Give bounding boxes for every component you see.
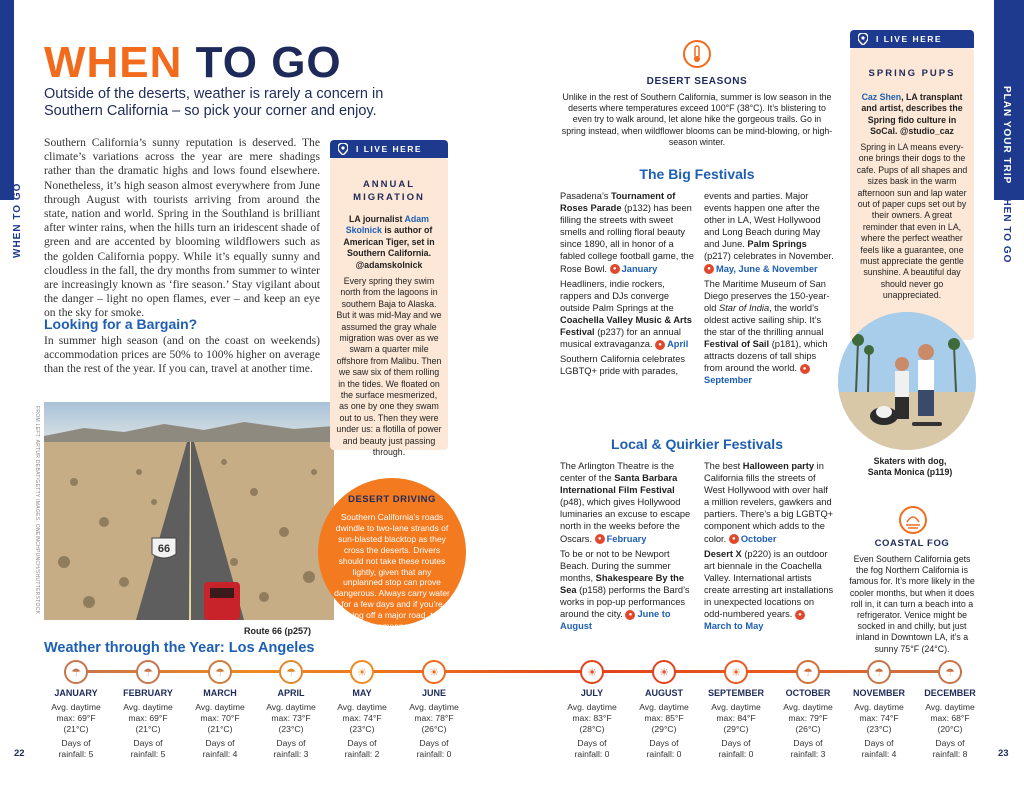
rain-days: rainfall: 4 [202, 749, 238, 760]
festival-pride-cont: events and parties. Major events happen one after the other in LA, West Hollywood and Long Beach during May and June. Palm Springs (p217) celebrates in November. ● May, June & November [704, 191, 834, 274]
rain-days: rainfall: 5 [130, 749, 166, 760]
weather-rain [772, 738, 844, 760]
calendar-icon: ● [595, 534, 605, 544]
calendar-icon: ● [625, 610, 635, 620]
desert-seasons-text: Unlike in the rest of Southern California, summer is low season in the deserts where temperatures exceed 100°F (38°C). It’s blistering to even try to walk around, let alone hike the gorgeous trails. Go in spring instead, when wildflower blooms can be mind-blowing, or high-season winter. [561, 92, 833, 147]
big-festivals-col1 [560, 190, 696, 380]
weather-rain [843, 738, 915, 760]
big-festivals-col2 [704, 190, 834, 390]
weather-month-7 [628, 660, 700, 760]
rain-label: Days of [935, 738, 965, 749]
title-word-to-go: TO GO [195, 38, 342, 87]
weather-temp [556, 702, 628, 734]
weather-temp [255, 702, 327, 734]
avg-label: Avg. daytime [409, 702, 459, 712]
live-tab-label: I LIVE HERE [356, 144, 423, 154]
local-festivals-col2 [704, 460, 834, 635]
weather-month-name: JANUARY [54, 688, 98, 698]
max-temp-f: max: 73°F [271, 712, 311, 723]
skaters-photo [838, 312, 976, 450]
weather-month-name: DECEMBER [924, 688, 976, 698]
title-word-when: WHEN [44, 38, 183, 87]
live-tab-label-2: I LIVE HERE [876, 34, 943, 44]
rain-days: rainfall: 2 [344, 749, 380, 760]
spring-pups-body: Spring in LA means every-one brings their dogs to the cafe. Pups of all shapes and sizes bask in the warm afternoon sun and lap water out of paper cups set out by their owners. A great reminder that even in LA, where the perfect weather feels like a guarantee, one must appreciate the gentle sunshine. A beautiful day should never go unappreciated. [856, 142, 968, 301]
side-label-when-left: WHEN TO GO [12, 182, 23, 258]
weather-month-9 [772, 660, 844, 760]
weather-temp [112, 702, 184, 734]
pups-intro-name: Caz Shen [861, 92, 902, 102]
rain-label: Days of [649, 738, 679, 749]
intro-post: is author of American Tiger, set in Southern California. @adamskolnick [343, 225, 435, 270]
side-label-plan-right: PLAN YOUR TRIP [1001, 86, 1012, 185]
intro-body: Southern California’s sunny reputation is deserved. The climate’s variations across the year are mere shadings rather than the dramatic highs and lows found elsewhere. Nonetheless, it’s high season almost everywhere from June through August with tourists arriving from around the state, nation and world. Spring in the Southland is brilliant after winter rains, when the hills turn an iridescent shade of green and are accented by blooming wildflowers such as the golden California poppy. While it’s equally sunny and cloudless in the fall, the dry months from summer to winter are increasingly known as ‘fire season.’ Stay vigilant about the danger – light no open flames, ever – and keep an eye on the sky for smoke. [44, 136, 320, 320]
avg-label: Avg. daytime [567, 702, 617, 712]
max-temp-c: (28°C) [579, 723, 605, 734]
avg-label: Avg. daytime [195, 702, 245, 712]
weather-rain [326, 738, 398, 760]
rain-days: rainfall: 3 [273, 749, 309, 760]
thermometer-icon [683, 40, 711, 68]
weather-month-name: AUGUST [645, 688, 683, 698]
max-temp-c: (23°C) [278, 723, 304, 734]
weather-rain [184, 738, 256, 760]
weather-month-name: JULY [580, 688, 604, 698]
rain-label: Days of [61, 738, 91, 749]
weather-month-8 [700, 660, 772, 760]
rain-days: rainfall: 4 [861, 749, 897, 760]
weather-month-name: MARCH [203, 688, 237, 698]
max-temp-f: max: 74°F [859, 712, 899, 723]
rain-days: rainfall: 8 [932, 749, 968, 760]
weather-temp [40, 702, 112, 734]
page-title [44, 38, 342, 88]
max-temp-c: (23°C) [349, 723, 375, 734]
weather-rain [112, 738, 184, 760]
avg-label: Avg. daytime [337, 702, 387, 712]
festival-coachella: Headliners, indie rockers, rappers and DJs converge outside Palm Springs at the Coachella Valley Music & Arts Festival (p237) for an annual musical extravaganza. ● April [560, 278, 692, 350]
page-number-right: 23 [998, 748, 1009, 759]
bargain-heading: Looking for a Bargain? [44, 316, 198, 332]
calendar-icon: ● [795, 610, 805, 620]
beach-fog-icon [899, 506, 927, 534]
weather-month-1 [112, 660, 184, 760]
skaters-illustration [838, 312, 976, 450]
weather-temp [628, 702, 700, 734]
avg-label: Avg. daytime [711, 702, 761, 712]
spring-pups-intro [856, 92, 968, 138]
photo-credit: FROM LEFT: ARTUR DEBAT/GETTY IMAGES; ONEINCHPUNCH/SHUTTERSTOCK [34, 406, 40, 615]
rain-cloud-icon: ☂ [279, 660, 303, 684]
max-temp-f: max: 69°F [56, 712, 96, 723]
intro-name: Adam Skolnick [345, 214, 429, 236]
map-pin-icon [858, 33, 868, 47]
calendar-icon: ● [704, 264, 714, 274]
map-pin-icon [338, 143, 348, 157]
annual-migration-intro [336, 214, 442, 271]
weather-rain [40, 738, 112, 760]
rain-cloud-icon: ☂ [867, 660, 891, 684]
sun-icon: ☀ [350, 660, 374, 684]
rain-label: Days of [721, 738, 751, 749]
avg-label: Avg. daytime [854, 702, 904, 712]
weather-rain [556, 738, 628, 760]
weather-month-name: SEPTEMBER [707, 688, 764, 698]
rain-cloud-icon: ☂ [796, 660, 820, 684]
rain-days: rainfall: 0 [646, 749, 682, 760]
max-temp-f: max: 68°F [930, 712, 970, 723]
lede-text: Outside of the deserts, weather is rarely a concern in Southern California – so pick your corner and enjoy. [44, 86, 384, 119]
max-temp-c: (20°C) [937, 723, 963, 734]
left-side-tab [0, 0, 14, 200]
calendar-icon: ● [655, 340, 665, 350]
max-temp-f: max: 85°F [644, 712, 684, 723]
weather-title: Weather through the Year: Los Angeles [44, 640, 315, 656]
weather-month-0 [40, 660, 112, 760]
i-live-here-tab [330, 140, 448, 158]
weather-month-10 [843, 660, 915, 760]
max-temp-c: (23°C) [866, 723, 892, 734]
festival-halloween: The best Halloween party in California fills the streets of West Hollywood with over half a million revelers, gawkers and partiers. There’s a big LGBTQ+ component which adds to the color. ● October [704, 461, 834, 544]
bargain-text: In summer high season (and on the coast on weekends) accommodation prices are 50% to 100% higher on average than the rest of the year. If you can, travel at another time. [44, 334, 320, 376]
sun-icon: ☀ [422, 660, 446, 684]
rain-days: rainfall: 0 [416, 749, 452, 760]
max-temp-c: (21°C) [63, 723, 89, 734]
rain-days: rainfall: 3 [790, 749, 826, 760]
sun-icon: ☀ [580, 660, 604, 684]
desert-driving-text: Southern California’s roads dwindle to two-lane strands of sun-blasted blacktop as they cross the deserts. Drivers should not take these routes lightly, given that any unplanned stop can prove dangerous. Always carry water for a few days and if you’re going off a major road, tell someone. [334, 512, 450, 632]
festival-pride: Southern California celebrates LGBTQ+ pride with parades, [560, 354, 686, 377]
festival-of-sail: The Maritime Museum of San Diego preserves the 150-year-old Star of India, the world’s oldest active sailing ship. It’s the star of the thrilling annual Festival of Sail (p181), which attracts dozens of tall ships from around the world. ●September [704, 278, 830, 386]
weather-temp [398, 702, 470, 734]
weather-temp [914, 702, 986, 734]
avg-label: Avg. daytime [639, 702, 689, 712]
weather-rain [914, 738, 986, 760]
big-festivals-heading: The Big Festivals [639, 166, 755, 182]
annual-migration-body: Every spring they swim north from the lagoons in southern Baja to Alaska. But it was mid-May and we assumed the gray whale migration was over as we swam a quarter mile offshore from Malibu. Then we saw six of them rolling in the tides. We floated on the surface mesmerized, as one by one they swam out to us. Then they were under us: a flotilla of power and beauty just passing through. [336, 276, 442, 458]
rain-days: rainfall: 0 [574, 749, 610, 760]
rain-label: Days of [793, 738, 823, 749]
max-temp-c: (21°C) [135, 723, 161, 734]
weather-month-5 [398, 660, 470, 760]
weather-temp [700, 702, 772, 734]
rain-cloud-icon: ☂ [208, 660, 232, 684]
weather-month-name: JUNE [421, 688, 446, 698]
coastal-fog-text: Even Southern California gets the fog Northern California is famous for. It’s more likely in the cooler months, but when it does roll in, it can turn a beach into a refrigerator. Venice might be socked in and chilly, but just inland in Downtown LA, it’s a sunny 75°F (24°C). [849, 554, 975, 654]
calendar-icon: ● [729, 534, 739, 544]
max-temp-c: (26°C) [421, 723, 447, 734]
weather-month-3 [255, 660, 327, 760]
rain-label: Days of [205, 738, 235, 749]
rain-cloud-icon: ☂ [136, 660, 160, 684]
rain-label: Days of [347, 738, 377, 749]
festival-desert-x: Desert X (p220) is an outdoor art biennale in the Coachella Valley. International artists create arresting art installations in unexpected locations on odd-numbered years. ●March to May [704, 548, 834, 632]
annual-migration-heading: ANNUAL MIGRATION [353, 179, 425, 203]
weather-month-name: APRIL [277, 688, 305, 698]
i-live-here-tab-2 [850, 30, 974, 48]
weather-month-11 [914, 660, 986, 760]
max-temp-c: (26°C) [795, 723, 821, 734]
festival-sb-film: The Arlington Theatre is the center of the Santa Barbara International Film Festival (p48), which gives Hollywood luminaries an excuse to escape north in the weeks before the Oscars. ● February [560, 461, 691, 544]
weather-month-2 [184, 660, 256, 760]
weather-month-name: OCTOBER [785, 688, 831, 698]
rain-label: Days of [864, 738, 894, 749]
weather-month-name: NOVEMBER [852, 688, 905, 698]
calendar-icon: ● [610, 264, 620, 274]
intro-pre: LA journalist [348, 214, 403, 224]
pups-intro-post: , LA transplant and artist, describes the Spring fido culture in SoCal. @studio_caz [861, 92, 963, 137]
max-temp-f: max: 70°F [200, 712, 240, 723]
local-festivals-col1 [560, 460, 696, 635]
rain-label: Days of [276, 738, 306, 749]
max-temp-f: max: 84°F [716, 712, 756, 723]
avg-label: Avg. daytime [123, 702, 173, 712]
avg-label: Avg. daytime [925, 702, 975, 712]
route-66-photo [44, 402, 334, 620]
max-temp-c: (29°C) [723, 723, 749, 734]
avg-label: Avg. daytime [266, 702, 316, 712]
avg-label: Avg. daytime [51, 702, 101, 712]
sun-icon: ☀ [724, 660, 748, 684]
max-temp-f: max: 74°F [342, 712, 382, 723]
festival-rose-parade: Pasadena’s Tournament of Roses Parade (p132) has been filling the streets with sweet smells and rolling floral beauty since 1890, all in honor of a fabled college football game, the Rose Bowl. ● January [560, 191, 694, 274]
weather-temp [184, 702, 256, 734]
side-label-when-right: WHEN TO GO [1001, 188, 1012, 264]
rain-label: Days of [419, 738, 449, 749]
weather-temp [772, 702, 844, 734]
desert-driving-heading: DESERT DRIVING [348, 494, 436, 505]
max-temp-c: (29°C) [651, 723, 677, 734]
max-temp-c: (21°C) [207, 723, 233, 734]
rain-cloud-icon: ☂ [938, 660, 962, 684]
spring-pups-heading: SPRING PUPS [868, 68, 956, 79]
weather-month-name: FEBRUARY [123, 688, 173, 698]
local-festivals-heading: Local & Quirkier Festivals [611, 436, 783, 452]
weather-temp [843, 702, 915, 734]
page-number-left: 22 [14, 748, 25, 759]
max-temp-f: max: 78°F [414, 712, 454, 723]
rain-label: Days of [133, 738, 163, 749]
route-66-caption: Route 66 (p257) [244, 626, 312, 636]
weather-month-6 [556, 660, 628, 760]
avg-label: Avg. daytime [783, 702, 833, 712]
rain-label: Days of [577, 738, 607, 749]
weather-month-4 [326, 660, 398, 760]
coastal-fog-heading: COASTAL FOG [874, 538, 950, 549]
weather-rain [398, 738, 470, 760]
side-label-plan-left: PLAN YOUR TRIP [14, 69, 25, 168]
weather-rain [628, 738, 700, 760]
max-temp-f: max: 79°F [788, 712, 828, 723]
route-66-shield-text: 66 [157, 543, 171, 555]
festival-shakespeare: To be or not to be Newport Beach. During the summer months, Shakespeare By the Sea (p158) performs the Bard’s works in pop-up performances around the city. ● June to August [560, 548, 690, 632]
weather-temp [326, 702, 398, 734]
desert-seasons-heading: DESERT SEASONS [646, 76, 748, 87]
calendar-icon: ● [800, 364, 810, 374]
max-temp-f: max: 83°F [572, 712, 612, 723]
weather-rain [700, 738, 772, 760]
skaters-caption: Skaters with dog, Santa Monica (p119) [867, 456, 953, 478]
rain-days: rainfall: 5 [58, 749, 94, 760]
max-temp-f: max: 69°F [128, 712, 168, 723]
rain-cloud-icon: ☂ [64, 660, 88, 684]
weather-month-name: MAY [352, 688, 372, 698]
rain-days: rainfall: 0 [718, 749, 754, 760]
desert-road-illustration [44, 402, 334, 620]
sun-icon: ☀ [652, 660, 676, 684]
weather-rain [255, 738, 327, 760]
